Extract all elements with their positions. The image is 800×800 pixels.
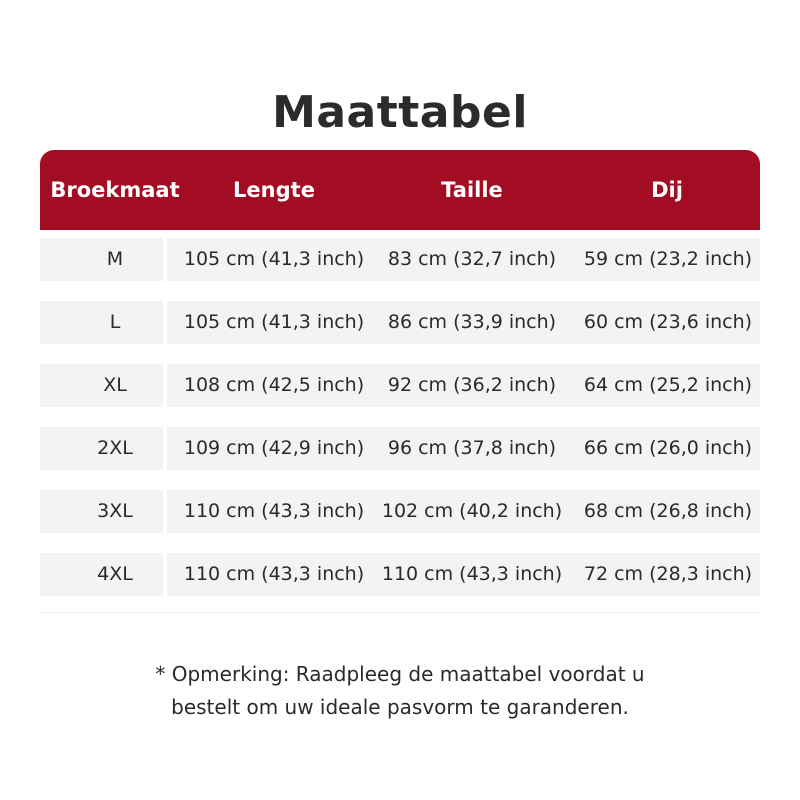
cell-thigh: 72 cm (28,3 inch) — [583, 563, 753, 585]
cell-length: 110 cm (43,3 inch) — [183, 500, 365, 522]
cell-length: 110 cm (43,3 inch) — [183, 563, 365, 585]
cell-thigh: 66 cm (26,0 inch) — [583, 437, 753, 459]
header-length: Lengte — [233, 178, 315, 202]
cell-size: 3XL — [97, 500, 133, 522]
cell-size: XL — [103, 374, 127, 396]
cell-waist: 96 cm (37,8 inch) — [387, 437, 557, 459]
page-title: Maattabel — [272, 87, 528, 139]
cell-length: 105 cm (41,3 inch) — [183, 248, 365, 270]
footnote — [0, 658, 800, 724]
table-row — [40, 427, 760, 470]
table-row — [40, 238, 760, 281]
cell-thigh: 64 cm (25,2 inch) — [583, 374, 753, 396]
cell-length: 105 cm (41,3 inch) — [183, 311, 365, 333]
cell-waist: 110 cm (43,3 inch) — [381, 563, 563, 585]
header-thigh: Dij — [651, 178, 683, 202]
cell-thigh: 60 cm (23,6 inch) — [583, 311, 753, 333]
cell-thigh: 68 cm (26,8 inch) — [583, 500, 753, 522]
cell-waist: 86 cm (33,9 inch) — [387, 311, 557, 333]
cell-size: 4XL — [97, 563, 133, 585]
size-table — [40, 150, 760, 585]
table-header — [40, 150, 760, 230]
cell-waist: 102 cm (40,2 inch) — [381, 500, 563, 522]
table-row — [40, 301, 760, 344]
table-row — [40, 364, 760, 407]
cell-waist: 83 cm (32,7 inch) — [387, 248, 557, 270]
header-size: Broekmaat — [50, 178, 180, 202]
header-waist: Taille — [441, 178, 503, 202]
cell-size: L — [109, 311, 121, 333]
cell-length: 108 cm (42,5 inch) — [183, 374, 365, 396]
cell-size: M — [106, 248, 124, 270]
cell-length: 109 cm (42,9 inch) — [183, 437, 365, 459]
cell-size: 2XL — [97, 437, 133, 459]
cell-thigh: 59 cm (23,2 inch) — [583, 248, 753, 270]
table-row — [40, 553, 760, 596]
table-divider — [40, 612, 760, 613]
cell-waist: 92 cm (36,2 inch) — [387, 374, 557, 396]
table-row — [40, 490, 760, 533]
footnote-line-2: bestelt om uw ideale pasvorm te garanderen. — [171, 695, 629, 719]
footnote-line-1: * Opmerking: Raadpleeg de maattabel voordat u — [155, 662, 645, 686]
